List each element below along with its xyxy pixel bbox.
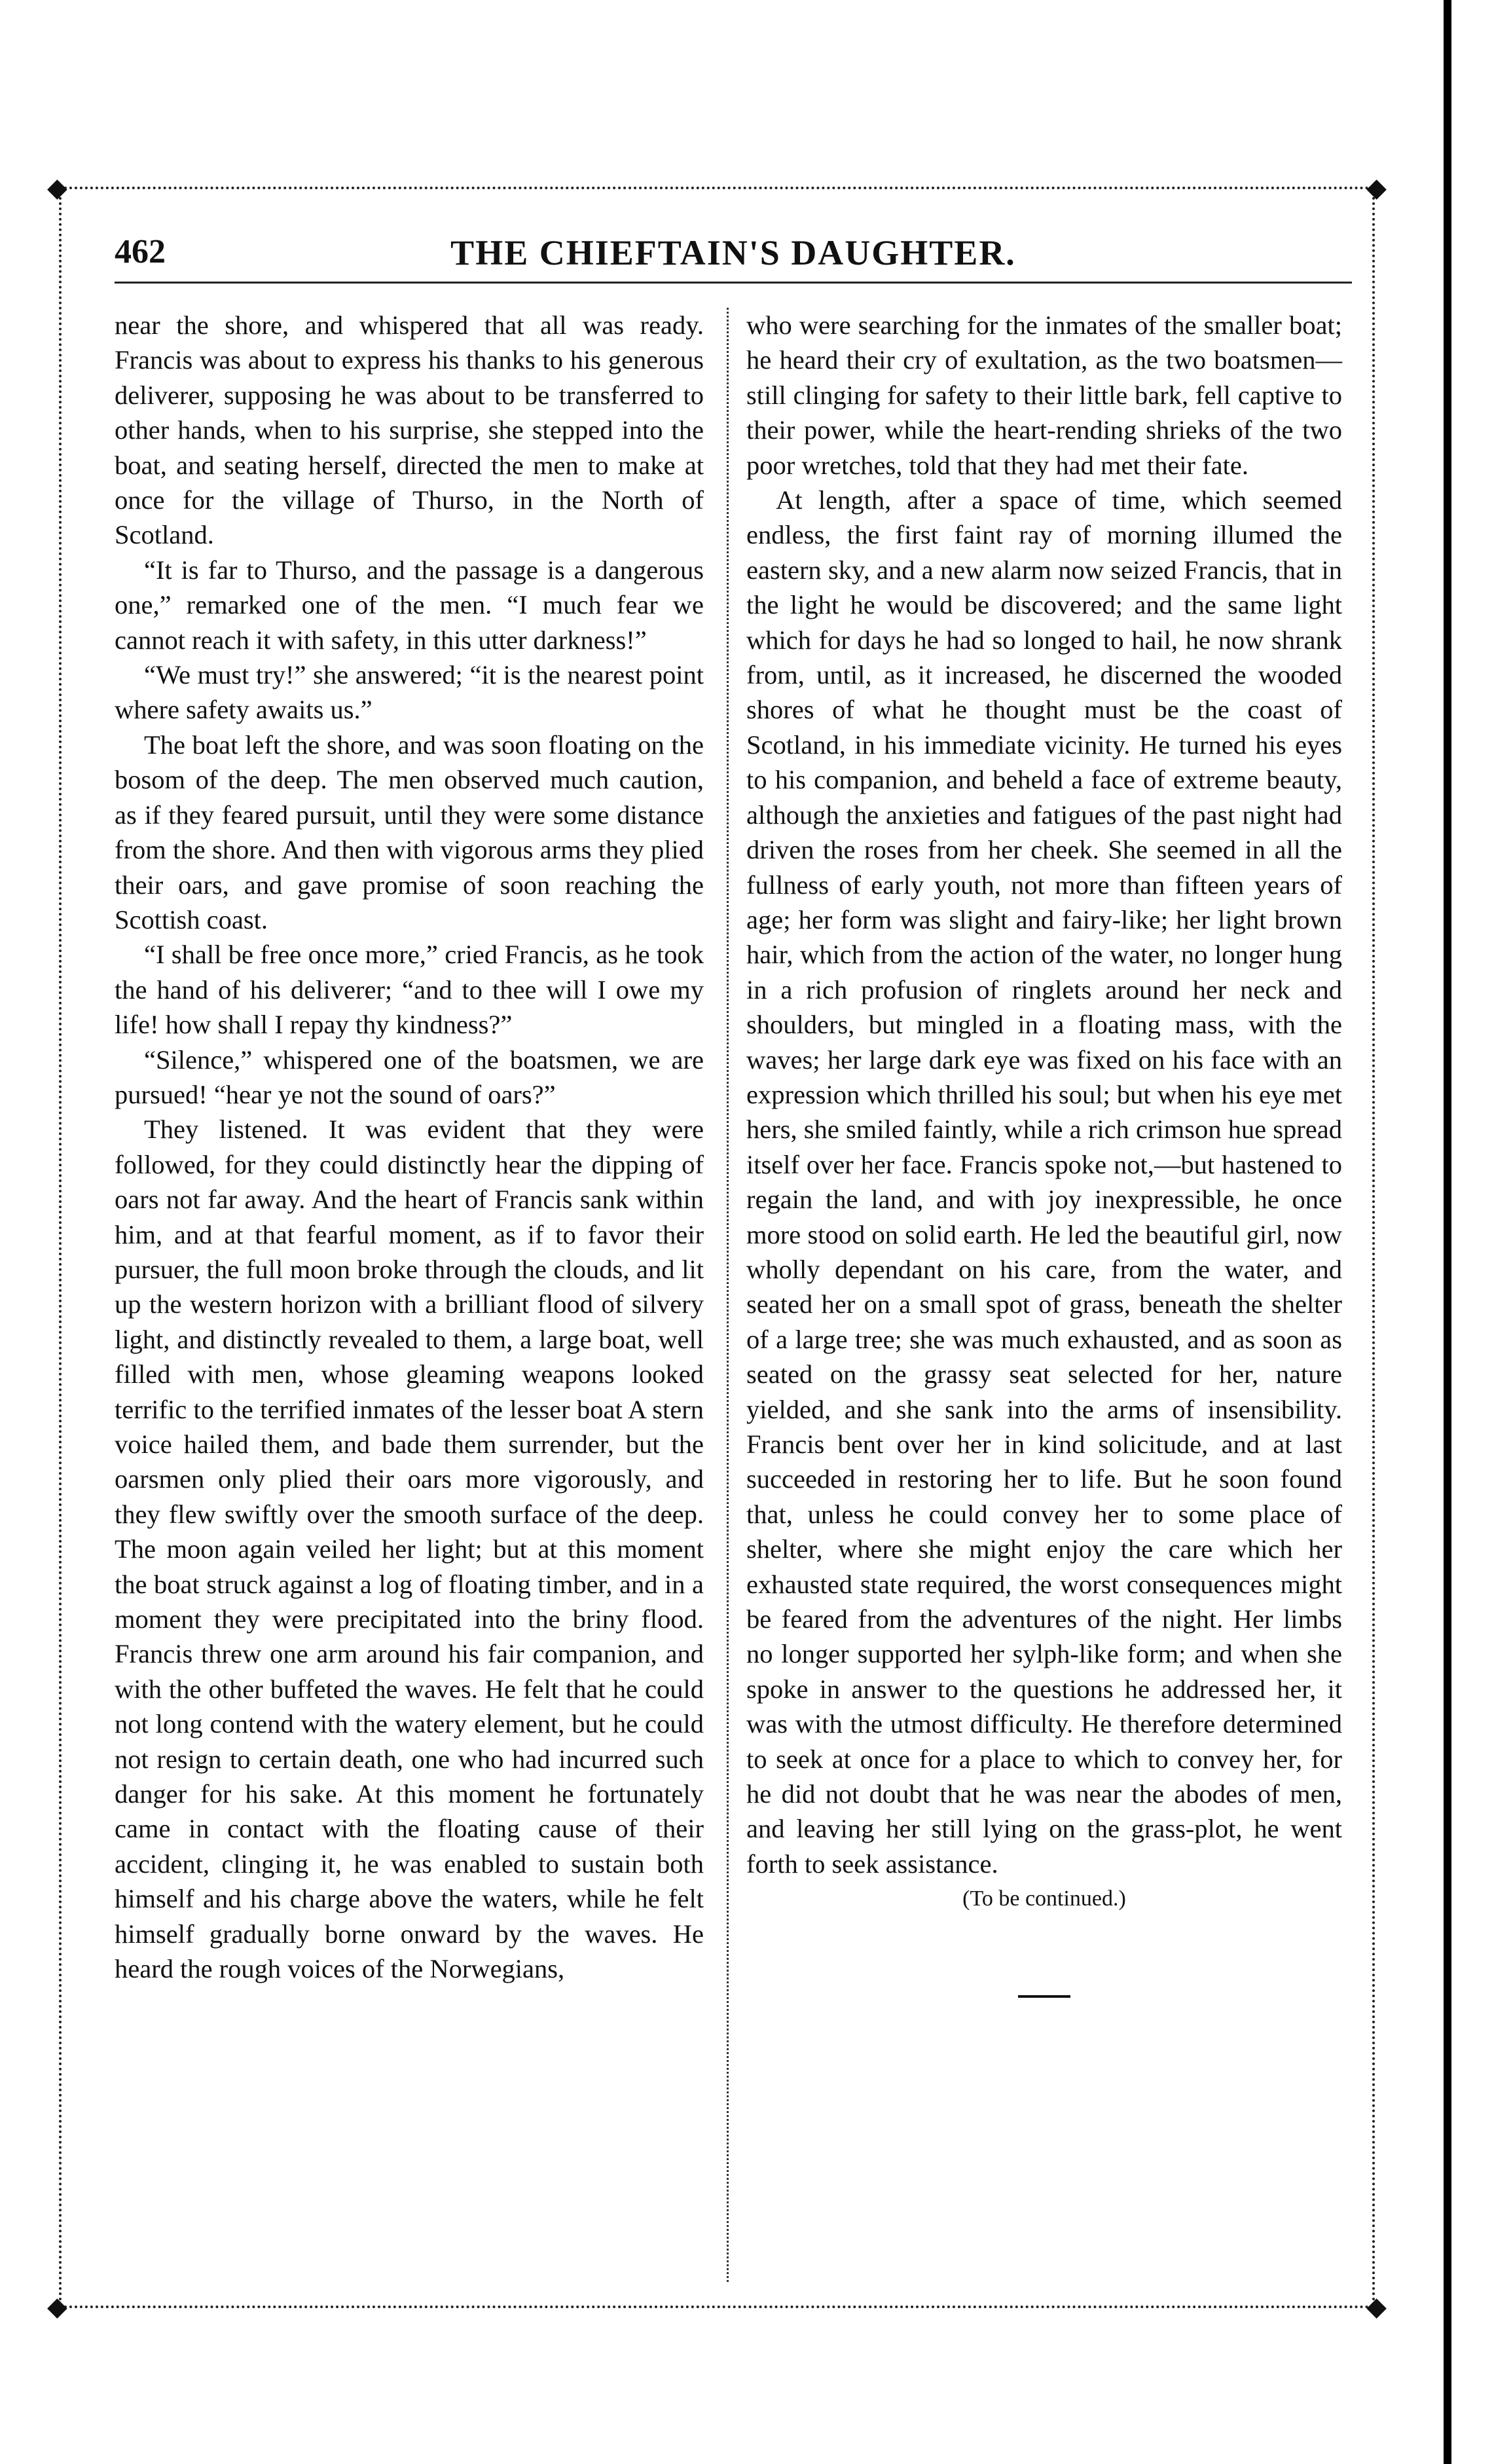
to-be-continued-note: (To be continued.) [962,1886,1126,1911]
paragraph: “We must try!” she answered; “it is the nearest point where safety awaits us.” [115,660,704,725]
paragraph: near the shore, and whispered that all was ready. Francis was about to express his thanks to his generous deliverer, supposing he was about to be transferred to other hands, when to his surprise, she stepped into the boat, and seating herself, directed the men to make at once for the village of Thurso, in the North of Scotland. [115,310,704,550]
corner-ornament-icon: ◆ [1366,2292,1387,2321]
end-rule [1018,1995,1070,1998]
corner-ornament-icon: ◆ [47,173,67,202]
running-title: THE CHIEFTAIN'S DAUGHTER. [450,233,1016,272]
paragraph: They listened. It was evident that they were followed, for they could distinctly hear the dipping of oars not far away. And the heart of Francis sank within him, and at that fearful moment, as if to favor their pursuer, the full moon broke through the clouds, and lit up the western horizon with a brilliant flood of silvery light, and distinctly revealed to them, a large boat, well filled with men, whose gleaming weapons looked terrific to the terrified inmates of the lesser boat A stern voice hailed them, and bade them surrender, but the oarsmen only plied their oars more vigorously, and they flew swiftly over the smooth surface of the deep. The moon again veiled her light; but at this moment the boat struck against a log of floating timber, and in a moment they were precipitated into the briny flood. Francis threw one arm around his fair companion, and with the other buffeted the waves. He felt that he could not long contend with the watery element, but he could not resign to certain death, one who had incurred such danger for his sake. At this moment he fortunately came in contact with the floating cause of their accident, clinging it, he was enabled to sustain both himself and his charge above the waters, while he felt himself gradually borne onward by the waves. He heard the rough voices of the Norwegians, [115,1114,704,1984]
paragraph: “It is far to Thurso, and the passage is a dangerous one,” remarked one of the men. “I much fear we cannot reach it with safety, in this utter darkness!” [115,555,704,655]
corner-ornament-icon: ◆ [1366,173,1387,202]
paragraph: who were searching for the inmates of the smaller boat; he heard their cry of exultation, as the two boatsmen—still clinging for safety to their little bark, fell captive to their power, while the heart-rending shrieks of the two poor wretches, told that they had met their fate. [746,310,1342,480]
header-rule [115,282,1352,284]
left-column [115,308,704,1987]
paragraph: “I shall be free once more,” cried Francis, as he took the hand of his deliverer; “and to thee will I owe my life! how shall I repay thy kindness?” [115,940,704,1040]
binding-edge-bar [1444,0,1451,2464]
paragraph: The boat left the shore, and was soon floating on the bosom of the deep. The men observed much caution, as if they feared pursuit, until they were some distance from the shore. And then with vigorous arms they plied their oars, and gave promise of soon reaching the Scottish coast. [115,729,704,934]
paragraph: At length, after a space of time, which seemed endless, the first faint ray of morning illumed the eastern sky, and a new alarm now seized Francis, that in the light he would be discovered; and the same light which for days he had so longed to hail, he now shrank from, until, as it increased, he discerned the wooded shores of what he thought must be the coast of Scotland, in his immediate vicinity. He turned his eyes to his companion, and beheld a face of extreme beauty, although the anxieties and fatigues of the past night had driven the roses from her cheek. She seemed in all the fullness of early youth, not more than fifteen years of age; her form was slight and fairy-like; her light brown hair, which from the action of the water, no longer hung in a rich profusion of ringlets around her neck and shoulders, but mingled in a floating mass, with the waves; her large dark eye was fixed on his face with an expression which thrilled his soul; but when his eye met hers, she smiled faintly, while a rich crimson hue spread itself over her face. Francis spoke not,—but hastened to regain the land, and with joy inexpressible, he once more stood on solid earth. He led the beautiful girl, now wholly dependant on his care, from the water, and seated her on a small spot of grass, beneath the shelter of a large tree; she was much exhausted, and as soon as seated on the grassy seat selected for her, nature yielded, and she sank into the arms of insensibility. Francis bent over her in kind solicitude, and at last succeeded in restoring her to life. But he soon found that, unless he could convey her to some place of shelter, where she might enjoy the care which her exhausted state required, the worst consequences might be feared from the adventures of the night. Her limbs no longer supported her sylph-like form; and when she spoke in answer to the questions he addressed her, it was with the utmost difficulty. He therefore determined to seek at once for a place to which to convey her, for he did not doubt that he was near the abodes of men, and leaving her still lying on the grass-plot, he went forth to seek assistance. [746,485,1342,1879]
right-column [746,308,1342,1998]
column-divider [727,308,729,2282]
page-number: 462 [115,233,166,270]
page-header [115,219,1352,278]
corner-ornament-icon: ◆ [47,2292,67,2321]
paragraph: “Silence,” whispered one of the boatsmen, we are pursued! “hear ye not the sound of oars?” [115,1044,704,1109]
